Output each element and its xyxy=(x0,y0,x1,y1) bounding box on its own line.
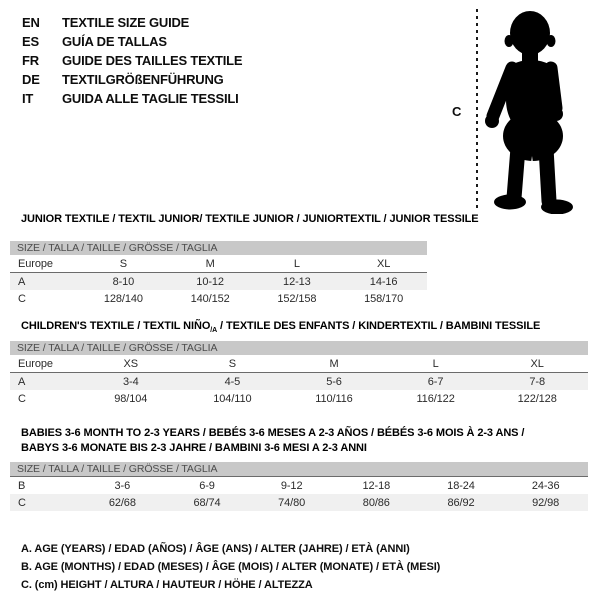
size-cell: S xyxy=(119,257,127,270)
language-code: IT xyxy=(22,91,34,106)
value-cell: 140/152 xyxy=(190,292,230,305)
size-header-bar: SIZE / TALLA / TAILLE / GRÖSSE / TAGLIA xyxy=(10,341,588,355)
value-cell: 68/74 xyxy=(193,496,221,509)
value-cell: 5-6 xyxy=(326,375,342,388)
size-cell: L xyxy=(432,357,439,370)
value-cell: 128/140 xyxy=(103,292,143,305)
value-cell: 3-6 xyxy=(114,479,131,492)
language-code: DE xyxy=(22,72,40,87)
row-label: C xyxy=(18,292,26,305)
junior-section-title: JUNIOR TEXTILE / TEXTIL JUNIOR/ TEXTILE JUNIOR / JUNIORTEXTIL / JUNIOR TESSILE xyxy=(21,213,479,225)
children-section-title xyxy=(21,319,540,339)
size-header-bar: SIZE / TALLA / TAILLE / GRÖSSE / TAGLIA xyxy=(10,241,427,255)
language-row-it xyxy=(22,89,242,108)
baby-silhouette-icon xyxy=(484,8,588,214)
height-measure-line xyxy=(476,9,478,211)
footnote-a: A. AGE (YEARS) / EDAD (AÑOS) / ÂGE (ANS) / ALTER (JAHRE) / ETÀ (ANNI) xyxy=(21,543,410,555)
value-cell: 116/122 xyxy=(416,392,455,405)
value-cell: 9-12 xyxy=(280,479,303,492)
value-cell: 12-18 xyxy=(362,479,391,492)
table-row xyxy=(10,273,427,290)
children-title-sub: /A xyxy=(210,327,218,335)
size-header-bar: SIZE / TALLA / TAILLE / GRÖSSE / TAGLIA xyxy=(10,462,588,477)
row-label: C xyxy=(18,392,26,405)
language-label: GUIDE DES TAILLES TEXTILE xyxy=(62,53,243,68)
value-cell: 18-24 xyxy=(447,479,475,492)
babies-title-line2: BABYS 3-6 MONATE BIS 2-3 JAHRE / BAMBINI 3-6 MESI A 2-3 ANNI xyxy=(21,441,367,454)
value-cell: 14-16 xyxy=(369,275,398,288)
table-row xyxy=(10,373,588,390)
size-cell: M xyxy=(205,257,215,270)
language-label: GUIDA ALLE TAGLIE TESSILI xyxy=(62,91,239,106)
children-size-table xyxy=(10,341,588,407)
region-label: Europe xyxy=(18,257,53,270)
height-measure-label: C xyxy=(452,104,462,119)
footnotes xyxy=(21,540,440,594)
value-cell: 24-36 xyxy=(531,479,560,492)
value-cell: 158/170 xyxy=(364,292,404,305)
value-cell: 98/104 xyxy=(114,392,148,405)
language-row-de xyxy=(22,70,242,89)
footnote-b: B. AGE (MONTHS) / EDAD (MESES) / ÂGE (MOIS) / ALTER (MONATE) / ETÀ (MESI) xyxy=(21,561,441,573)
size-cell: L xyxy=(293,257,300,270)
value-cell: 122/128 xyxy=(517,392,557,405)
row-label: A xyxy=(18,375,26,388)
value-cell: 86/92 xyxy=(447,496,475,509)
value-cell: 110/116 xyxy=(315,392,353,405)
size-cell: XL xyxy=(376,257,391,270)
value-cell: 80/86 xyxy=(362,496,390,509)
value-cell: 74/80 xyxy=(278,496,306,509)
junior-size-table xyxy=(10,241,427,307)
language-row-es xyxy=(22,32,242,51)
value-cell: 104/110 xyxy=(213,392,252,405)
language-guide xyxy=(22,13,242,108)
value-cell: 3-4 xyxy=(122,375,139,388)
language-label: TEXTILE SIZE GUIDE xyxy=(62,15,190,30)
babies-title-line1: BABIES 3-6 MONTH TO 2-3 YEARS / BEBÉS 3-6 MESES A 2-3 AÑOS / BÉBÉS 3-6 MOIS À 2-3 ANS / xyxy=(21,427,525,439)
language-code: FR xyxy=(22,53,39,68)
table-row xyxy=(10,477,588,494)
babies-section-title xyxy=(21,426,524,455)
language-code: ES xyxy=(22,34,39,49)
size-cell: XL xyxy=(530,357,544,370)
table-row xyxy=(10,494,588,511)
value-cell: 6-9 xyxy=(199,479,215,492)
row-label: A xyxy=(18,275,26,288)
region-label: Europe xyxy=(18,357,53,370)
size-cell: S xyxy=(228,357,237,370)
size-cell: M xyxy=(329,357,339,370)
language-label: GUÍA DE TALLAS xyxy=(62,34,167,49)
language-row-fr xyxy=(22,51,242,70)
children-title-post: / TEXTILE DES ENFANTS / KINDERTEXTIL / BAMBINI TESSILE xyxy=(217,320,541,332)
value-cell: 152/158 xyxy=(277,292,317,305)
row-label: B xyxy=(18,479,26,492)
value-cell: 7-8 xyxy=(529,375,545,388)
value-cell: 62/68 xyxy=(108,496,136,509)
babies-size-table xyxy=(10,462,588,511)
table-row xyxy=(10,355,588,373)
size-cell: XS xyxy=(123,357,139,370)
footnote-c: C. (cm) HEIGHT / ALTURA / HAUTEUR / HÖHE / ALTEZZA xyxy=(21,579,313,591)
table-row xyxy=(10,390,588,407)
value-cell: 6-7 xyxy=(427,375,444,388)
value-cell: 4-5 xyxy=(224,375,241,388)
language-code: EN xyxy=(22,15,40,30)
language-label: TEXTILGRÖßENFÜHRUNG xyxy=(62,72,224,87)
value-cell: 92/98 xyxy=(532,496,560,509)
table-row xyxy=(10,255,427,273)
children-title-pre: CHILDREN'S TEXTILE / TEXTIL NIÑO xyxy=(21,320,211,332)
value-cell: 10-12 xyxy=(196,275,224,288)
row-label: C xyxy=(18,496,26,509)
value-cell: 8-10 xyxy=(112,275,135,288)
language-row-en xyxy=(22,13,242,32)
table-row xyxy=(10,290,427,307)
value-cell: 12-13 xyxy=(283,275,311,288)
